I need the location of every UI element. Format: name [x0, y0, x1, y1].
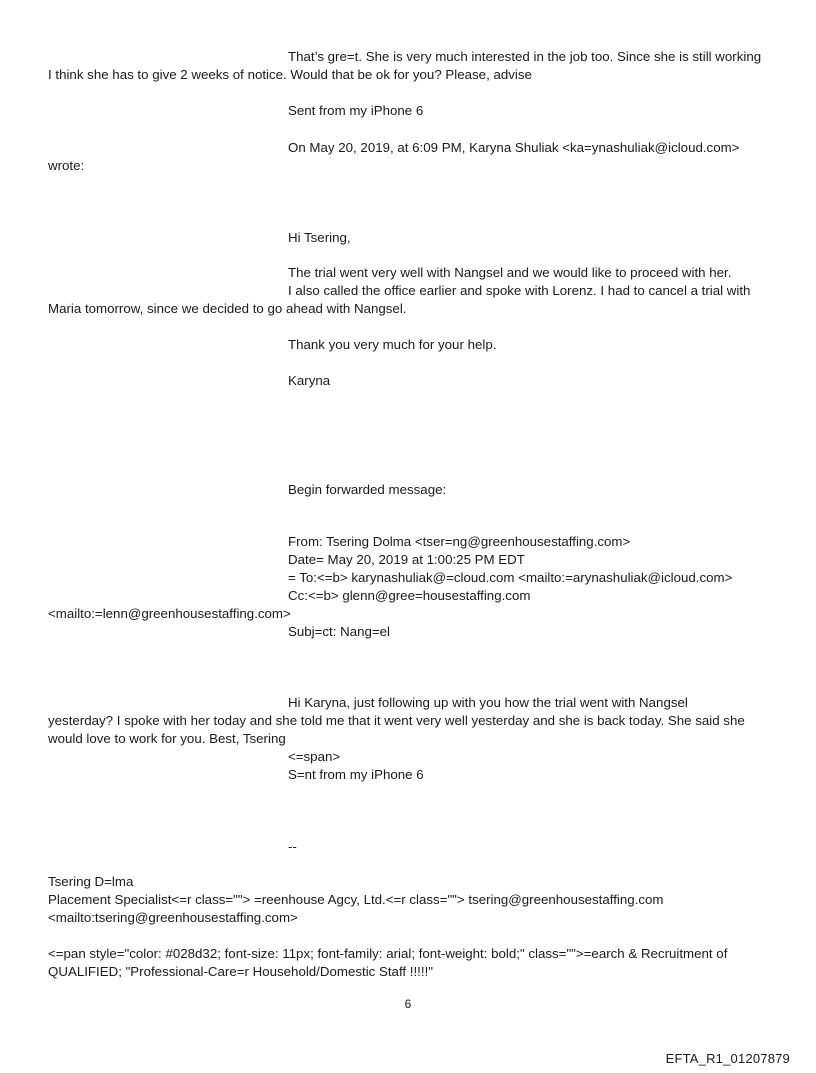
- tsering-message-line-3: would love to work for you. Best, Tsering: [48, 731, 286, 746]
- tsering-sent-from: S=nt from my iPhone 6: [288, 767, 424, 782]
- forwarded-date: Date= May 20, 2019 at 1:00:25 PM EDT: [288, 552, 525, 567]
- quote-header-line-1: On May 20, 2019, at 6:09 PM, Karyna Shuliak <ka=ynashuliak@icloud.com>: [288, 140, 740, 155]
- karyna-greeting: Hi Tsering,: [288, 230, 351, 245]
- forwarded-cc: Cc:<=b> glenn@gree=housestaffing.com: [288, 588, 531, 603]
- quote-header-line-2: wrote:: [48, 158, 85, 173]
- karyna-thanks: Thank you very much for your help.: [288, 337, 497, 352]
- forwarded-subject: Subj=ct: Nang=el: [288, 624, 391, 639]
- tsering-message-line-1: Hi Karyna, just following up with you how the trial went with Nangsel: [288, 695, 688, 710]
- reply-line-1: That’s gre=t. She is very much interested in the job too. Since she is still working: [288, 49, 762, 64]
- karyna-paragraph-line-3: Maria tomorrow, since we decided to go ahead with Nangsel.: [48, 301, 407, 316]
- forwarded-cc-mailto: <mailto:=lenn@greenhousestaffing.com>: [48, 606, 291, 621]
- forwarded-from: From: Tsering Dolma <tser=ng@greenhousestaffing.com>: [288, 534, 631, 549]
- page-number: 6: [404, 997, 412, 1011]
- forwarded-intro: Begin forwarded message:: [288, 482, 447, 497]
- tsering-message-line-2: yesterday? I spoke with her today and she told me that it went very well yesterday and she is back today. She said she: [48, 713, 745, 728]
- signature-tagline-2: QUALIFIED; "Professional-Care=r Household/Domestic Staff !!!!!": [48, 964, 433, 979]
- karyna-paragraph-line-1: The trial went very well with Nangsel and we would like to proceed with her.: [288, 265, 732, 280]
- signature-mailto: <mailto:tsering@greenhousestaffing.com>: [48, 910, 298, 925]
- forwarded-to: = To:<=b> karynashuliak@=cloud.com <mailto:=arynashuliak@icloud.com>: [288, 570, 733, 585]
- document-id: EFTA_R1_01207879: [665, 1051, 790, 1066]
- tsering-span-tag: <=span>: [288, 749, 341, 764]
- signature-tagline-1: <=pan style="color: #028d32; font-size: 11px; font-family: arial; font-weight: bold;" class="">=earch & Recruitment of: [48, 946, 728, 961]
- karyna-name: Karyna: [288, 373, 331, 388]
- reply-line-2: I think she has to give 2 weeks of notice. Would that be ok for you? Please, advise: [48, 67, 532, 82]
- karyna-paragraph-line-2: I also called the office earlier and spoke with Lorenz. I had to cancel a trial with: [288, 283, 751, 298]
- signature-name: Tsering D=lma: [48, 874, 134, 889]
- reply-signature: Sent from my iPhone 6: [288, 103, 424, 118]
- signature-separator: --: [288, 839, 297, 854]
- signature-title-line: Placement Specialist<=r class=""> =reenhouse Agcy, Ltd.<=r class=""> tsering@greenhousestaffing.com: [48, 892, 664, 907]
